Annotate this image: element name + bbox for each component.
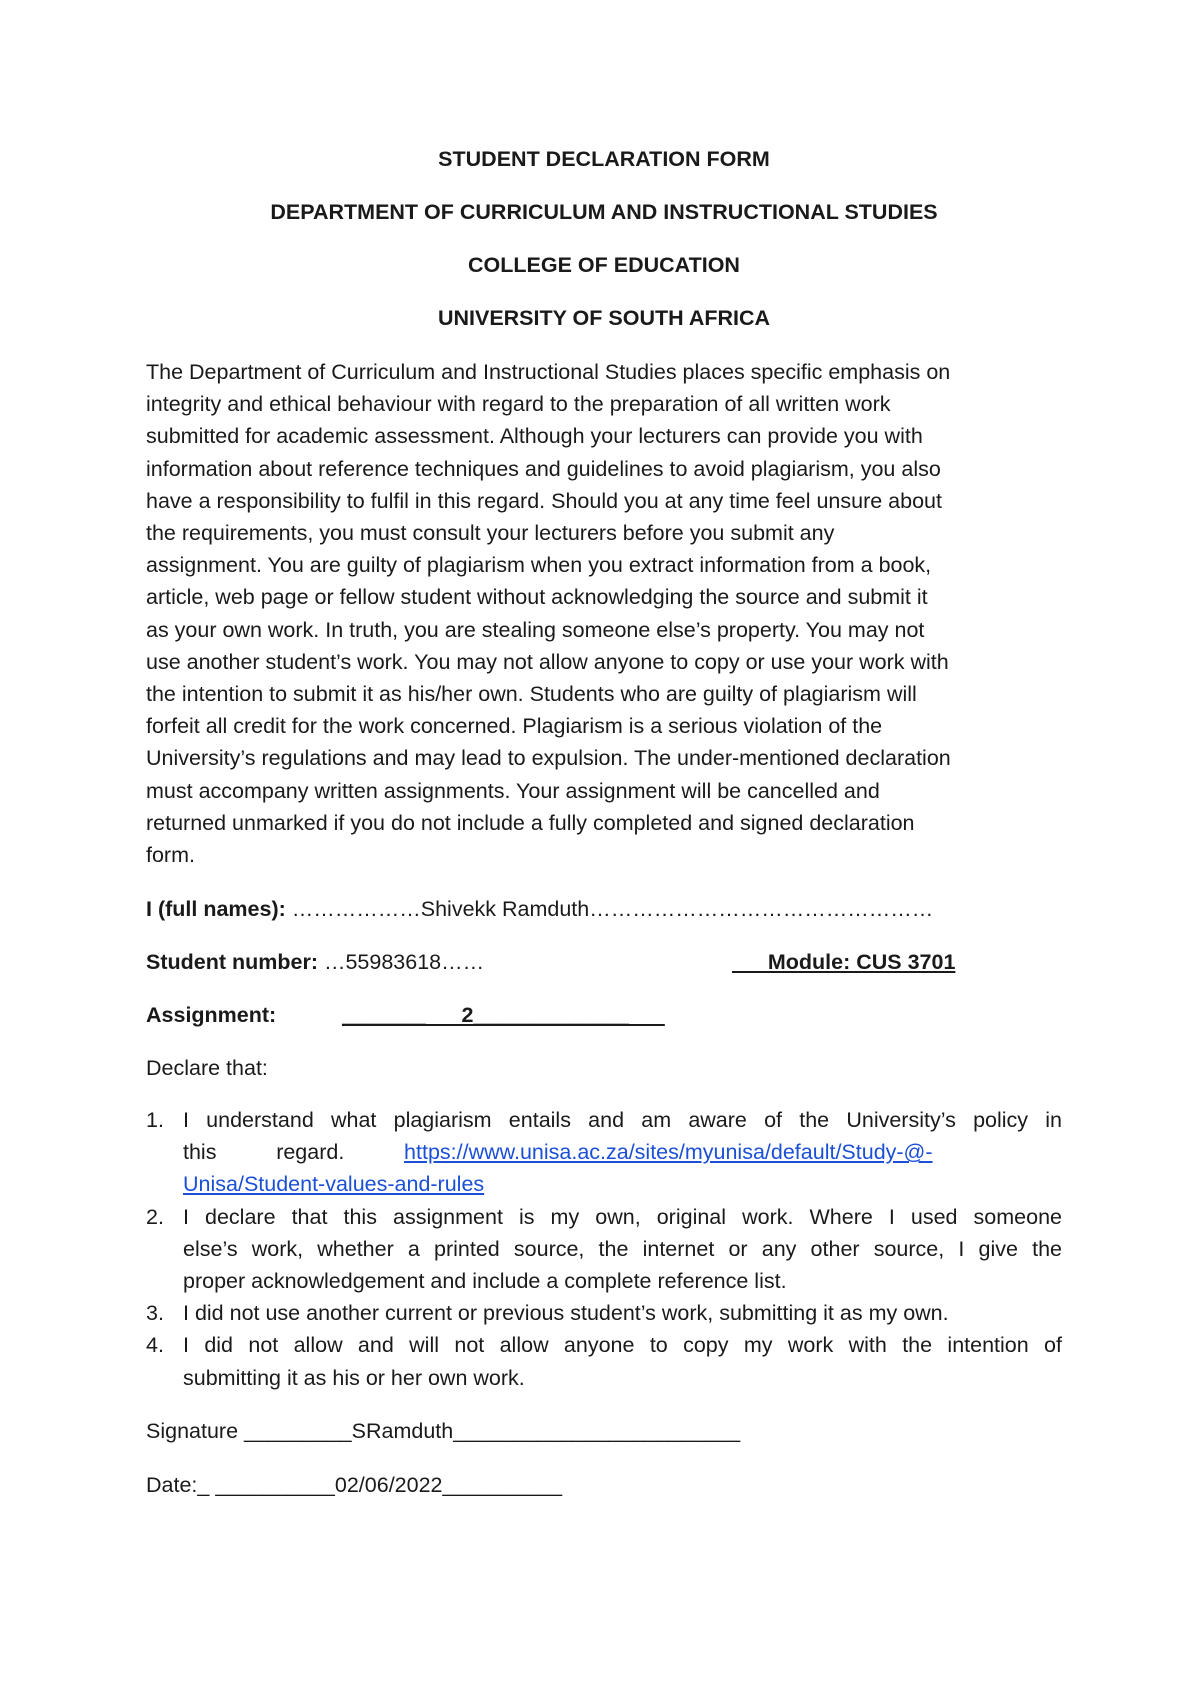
declaration-list <box>146 1104 1062 1394</box>
assignment-value: _______ 2_____________ <box>342 1003 665 1027</box>
list-line: I did not allow and will not allow anyone to copy my work with the intention of <box>183 1333 1062 1358</box>
full-names-row <box>146 896 933 922</box>
list-line: else’s work, whether a printed source, the internet or any other source, I give the <box>183 1236 1062 1261</box>
declare-that: Declare that: <box>146 1056 268 1080</box>
list-item <box>146 1201 1062 1298</box>
declaration-form-page <box>146 0 1062 1698</box>
intro-line: the requirements, you must consult your lecturers before you submit any <box>146 521 835 546</box>
intro-line: must accompany written assignments. Your assignment will be cancelled and <box>146 778 880 803</box>
intro-line: use another student’s work. You may not allow anyone to copy or use your work with <box>146 649 949 674</box>
list-number: 1. <box>146 1108 164 1132</box>
intro-line: forfeit all credit for the work concerned. Plagiarism is a serious violation of the <box>146 714 883 739</box>
list-line <box>183 1136 1062 1168</box>
intro-line: the intention to submit it as his/her own. Students who are guilty of plagiarism will <box>146 682 917 707</box>
list-line: proper acknowledgement and include a complete reference list. <box>183 1269 787 1294</box>
date-line: Date:_ __________02/06/2022__________ <box>146 1473 563 1497</box>
intro-line: form. <box>146 843 195 868</box>
student-number-value: …55983618…… <box>318 950 485 974</box>
intro-line: returned unmarked if you do not include a fully completed and signed declaration <box>146 810 915 835</box>
intro-line: assignment. You are guilty of plagiarism when you extract information from a book, <box>146 553 932 578</box>
assignment-label: Assignment: <box>146 1003 277 1027</box>
intro-line: integrity and ethical behaviour with regard to the preparation of all written work <box>146 392 891 417</box>
intro-line: The Department of Curriculum and Instructional Studies places specific emphasis on <box>146 360 951 384</box>
list-line: I understand what plagiarism entails and am aware of the University’s policy in <box>183 1108 1062 1132</box>
list-number: 2. <box>146 1204 164 1229</box>
module-field: Module: CUS 3701 <box>732 950 956 974</box>
intro-line: have a responsibility to fulfil in this regard. Should you at any time feel unsure about <box>146 488 942 513</box>
form-title: STUDENT DECLARATION FORM <box>438 147 770 171</box>
list-line: I did not use another current or previous student’s work, submitting it as my own. <box>183 1301 949 1326</box>
full-names-label: I (full names): <box>146 897 286 921</box>
list-item <box>146 1297 1062 1329</box>
list-line <box>183 1168 1062 1200</box>
list-item <box>146 1329 1062 1393</box>
intro-line: University’s regulations and may lead to expulsion. The under-mentioned declaration <box>146 746 951 771</box>
policy-link[interactable]: https://www.unisa.ac.za/sites/myunisa/default/Study-@- <box>404 1140 933 1165</box>
intro-line: as your own work. In truth, you are stealing someone else’s property. You may not <box>146 617 925 642</box>
university-heading: UNIVERSITY OF SOUTH AFRICA <box>437 306 771 330</box>
intro-line: article, web page or fellow student without acknowledging the source and submit it <box>146 585 928 610</box>
policy-link-continued[interactable]: Unisa/Student-values-and-rules <box>183 1172 485 1197</box>
college-heading: COLLEGE OF EDUCATION <box>468 253 740 277</box>
student-number-row <box>146 949 484 975</box>
list-line: submitting it as his or her own work. <box>183 1365 525 1390</box>
signature-line: Signature _________SRamduth________________________ <box>146 1419 741 1443</box>
student-number-label: Student number: <box>146 950 318 974</box>
full-names-value: ………………Shivekk Ramduth………………………………………… <box>285 897 934 921</box>
department-heading: DEPARTMENT OF CURRICULUM AND INSTRUCTIONAL STUDIES <box>270 200 938 224</box>
list-item <box>146 1104 1062 1201</box>
intro-line: submitted for academic assessment. Although your lecturers can provide you with <box>146 424 923 449</box>
intro-paragraph <box>146 356 1062 871</box>
list-number: 4. <box>146 1333 164 1358</box>
assignment-row <box>146 1002 665 1028</box>
intro-line: information about reference techniques and guidelines to avoid plagiarism, you also <box>146 456 941 481</box>
list-line: I declare that this assignment is my own, original work. Where I used someone <box>183 1204 1062 1229</box>
list-text: this regard. <box>183 1140 405 1165</box>
list-number: 3. <box>146 1301 164 1326</box>
